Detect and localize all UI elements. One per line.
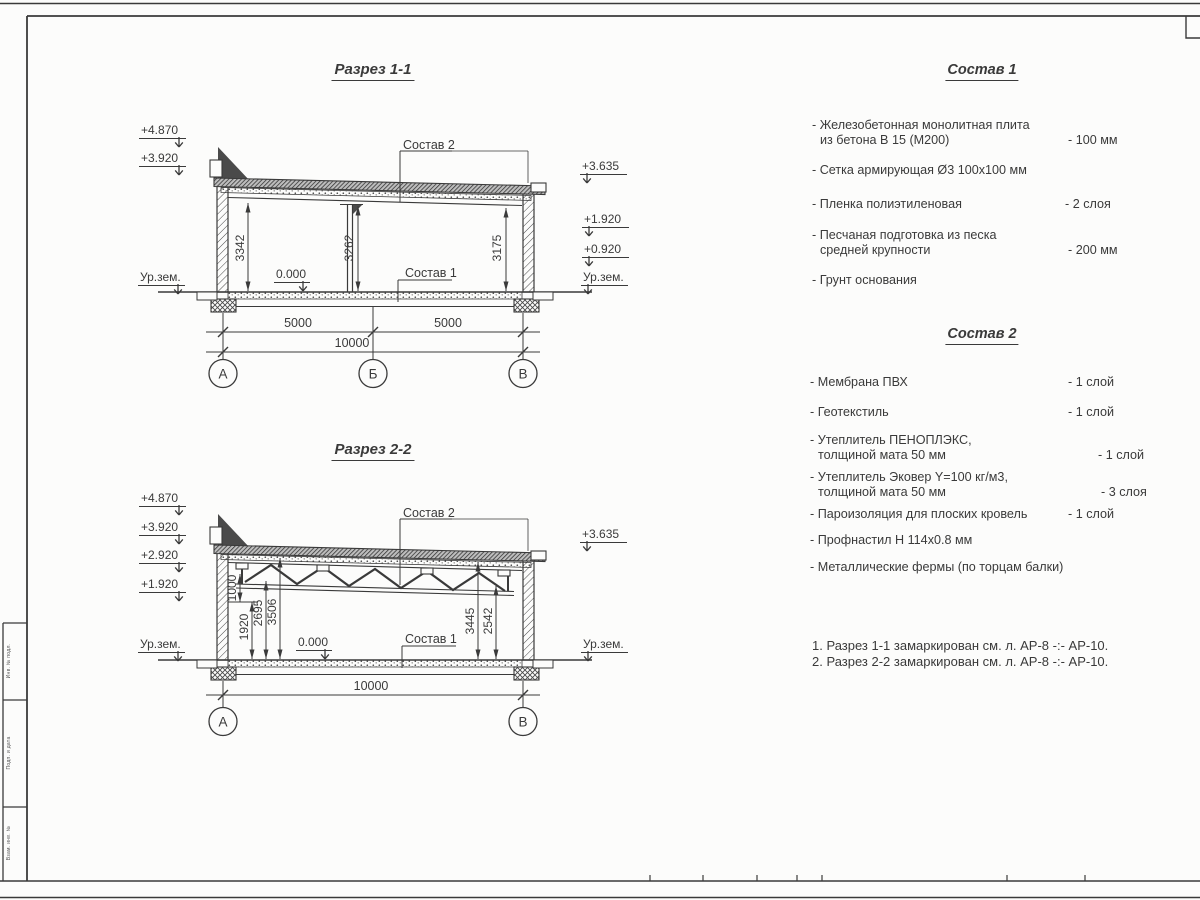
notes bbox=[812, 638, 1108, 669]
item-text: - Геотекстиль bbox=[810, 405, 889, 419]
section1-title: Разрез 1-1 bbox=[331, 61, 414, 81]
level-mark bbox=[139, 578, 186, 593]
composition-item bbox=[810, 507, 1200, 522]
level-arrow-icon bbox=[582, 284, 594, 296]
dimension-value: 3175 bbox=[490, 234, 504, 262]
level-arrow-icon bbox=[297, 281, 309, 293]
level-value: Ур.зем. bbox=[140, 270, 181, 284]
note-line: 1. Разрез 1-1 замаркирован см. л. АР-8 -:- АР-10. bbox=[812, 638, 1109, 653]
level-arrow-icon bbox=[583, 256, 595, 268]
level-mark bbox=[139, 152, 186, 167]
item-text: - Утеплитель ПЕНОПЛЭКС, bbox=[810, 433, 972, 447]
composition-item bbox=[810, 533, 1200, 548]
level-mark bbox=[582, 213, 629, 228]
level-mark bbox=[580, 528, 627, 543]
item-text: - Песчаная подготовка из песка bbox=[812, 228, 997, 242]
stamp-label: Подп. и дата bbox=[6, 736, 12, 770]
level-value: Ур.зем. bbox=[583, 270, 624, 284]
dimension-value: 10000 bbox=[334, 336, 370, 350]
dimension-value: 1920 bbox=[237, 613, 251, 641]
axis-label: Б bbox=[368, 366, 378, 382]
level-arrow-icon bbox=[173, 505, 185, 517]
composition-item bbox=[812, 163, 1200, 178]
composition-item bbox=[810, 433, 1200, 463]
item-value: - 1 слой bbox=[1068, 375, 1115, 389]
composition-item bbox=[810, 560, 1200, 575]
level-value: +1.920 bbox=[584, 212, 622, 226]
section2-title: Разрез 2-2 bbox=[331, 441, 414, 461]
level-mark bbox=[139, 549, 186, 564]
item-text: толщиной мата 50 мм bbox=[818, 448, 946, 462]
section-1-1-drawing bbox=[158, 147, 592, 388]
item-value: - 3 слоя bbox=[1101, 485, 1147, 499]
axis-label: В bbox=[518, 714, 528, 730]
item-text: - Пленка полиэтиленовая bbox=[812, 197, 962, 211]
sostav2-leader-label: Состав 2 bbox=[403, 138, 455, 152]
axis-label: В bbox=[518, 366, 528, 382]
item-text: из бетона В 15 (М200) bbox=[820, 133, 950, 147]
composition-item bbox=[810, 470, 1200, 500]
level-value: Ур.зем. bbox=[140, 637, 181, 651]
item-value: - 1 слой bbox=[1098, 448, 1145, 462]
level-value: +3.635 bbox=[582, 527, 620, 541]
composition-item bbox=[812, 118, 1200, 148]
ground-level-mark bbox=[138, 271, 185, 286]
level-arrow-icon bbox=[583, 226, 595, 238]
item-value: - 100 мм bbox=[1068, 133, 1118, 147]
sostav2-list-title: Состав 2 bbox=[945, 326, 1018, 345]
item-text: средней крупности bbox=[820, 243, 931, 257]
level-arrow-icon bbox=[172, 651, 184, 663]
item-text: - Утеплитель Эковер Y=100 кг/м3, bbox=[810, 470, 1008, 484]
item-value: - 2 слоя bbox=[1065, 197, 1111, 211]
level-arrow-icon bbox=[173, 534, 185, 546]
level-mark bbox=[139, 521, 186, 536]
dimension-value: 2542 bbox=[481, 607, 495, 635]
item-text: - Металлические фермы (по торцам балки) bbox=[810, 560, 1064, 574]
level-mark bbox=[139, 492, 186, 507]
level-mark bbox=[580, 160, 627, 175]
dimension-value: 3262 bbox=[342, 234, 356, 262]
axis-label: А bbox=[218, 366, 228, 382]
item-text: - Сетка армирующая Ø3 100х100 мм bbox=[812, 163, 1027, 177]
level-arrow-icon bbox=[319, 649, 331, 661]
level-value: 0.000 bbox=[298, 635, 329, 649]
level-arrow-icon bbox=[582, 651, 594, 663]
level-arrow-icon bbox=[173, 165, 185, 177]
level-mark bbox=[582, 243, 629, 258]
level-value: +4.870 bbox=[141, 491, 179, 505]
zero-level-mark bbox=[296, 636, 332, 651]
item-text: - Профнастил Н 114х0.8 мм bbox=[810, 533, 973, 547]
ground-level-mark bbox=[581, 638, 628, 653]
composition-item bbox=[812, 273, 1200, 288]
dimension-value: 3506 bbox=[265, 598, 279, 626]
level-value: +0.920 bbox=[584, 242, 622, 256]
level-arrow-icon bbox=[172, 284, 184, 296]
level-value: +3.920 bbox=[141, 520, 179, 534]
item-text: - Грунт основания bbox=[812, 273, 917, 287]
stamp-label: Взам. инв. № bbox=[6, 825, 12, 861]
level-arrow-icon bbox=[173, 591, 185, 603]
dimension-value: 5000 bbox=[434, 316, 462, 330]
item-text: - Железобетонная монолитная плита bbox=[812, 118, 1030, 132]
composition-item bbox=[810, 405, 1200, 420]
sostav1-list-title: Состав 1 bbox=[945, 62, 1018, 81]
dimension-value: 1000 bbox=[225, 574, 239, 602]
item-value: - 200 мм bbox=[1068, 243, 1118, 257]
item-text: - Мембрана ПВХ bbox=[810, 375, 908, 389]
level-value: +3.635 bbox=[582, 159, 620, 173]
dimension-value: 2695 bbox=[251, 599, 265, 627]
section-2-2-drawing bbox=[158, 514, 592, 736]
axis-label: А bbox=[218, 714, 228, 730]
level-value: +2.920 bbox=[141, 548, 179, 562]
composition-item bbox=[812, 228, 1200, 258]
level-arrow-icon bbox=[173, 137, 185, 149]
composition-item bbox=[810, 375, 1200, 390]
sostav1-leader-label: Состав 1 bbox=[405, 632, 457, 646]
sostav2-leader-label: Состав 2 bbox=[403, 506, 455, 520]
item-value: - 1 слой bbox=[1068, 405, 1115, 419]
ground-level-mark bbox=[581, 271, 628, 286]
level-arrow-icon bbox=[173, 562, 185, 574]
level-value: +4.870 bbox=[141, 123, 179, 137]
zero-level-mark bbox=[274, 268, 310, 283]
composition-item bbox=[812, 197, 1200, 212]
level-value: Ур.зем. bbox=[583, 637, 624, 651]
ground-level-mark bbox=[138, 638, 185, 653]
dimension-value: 3342 bbox=[233, 234, 247, 262]
item-value: - 1 слой bbox=[1068, 507, 1115, 521]
sostav1-leader-label: Состав 1 bbox=[405, 266, 457, 280]
note-line: 2. Разрез 2-2 замаркирован см. л. АР-8 -:- АР-10. bbox=[812, 653, 1109, 669]
stamp-label: Инв. № подл. bbox=[6, 643, 12, 679]
dimension-value: 5000 bbox=[284, 316, 312, 330]
level-mark bbox=[139, 124, 186, 139]
level-value: +1.920 bbox=[141, 577, 179, 591]
item-text: - Пароизоляция для плоских кровель bbox=[810, 507, 1028, 521]
item-text: толщиной мата 50 мм bbox=[818, 485, 946, 499]
level-arrow-icon bbox=[581, 173, 593, 185]
dimension-value: 3445 bbox=[463, 607, 477, 635]
level-value: +3.920 bbox=[141, 151, 179, 165]
level-arrow-icon bbox=[581, 541, 593, 553]
level-value: 0.000 bbox=[276, 267, 307, 281]
dimension-value: 10000 bbox=[353, 679, 389, 693]
